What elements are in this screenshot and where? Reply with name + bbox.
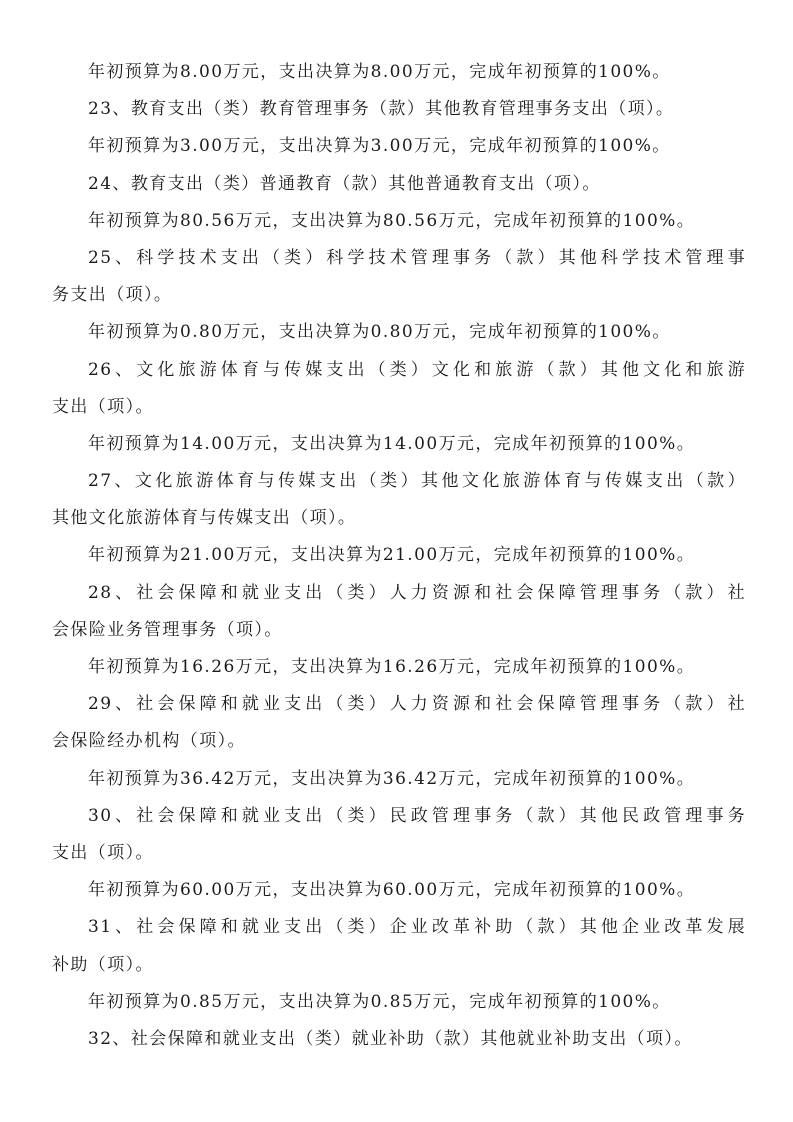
item-heading: 32、社会保障和就业支出（类）就业补助（款）其他就业补助支出（项）。 [88,1028,693,1049]
item-heading-continued: 补助（项）。 [52,954,154,975]
item-heading: 24、教育支出（类）普通教育（款）其他普通教育支出（项）。 [88,173,601,194]
item-heading-continued: 支出（项）。 [52,842,154,863]
item-heading: 30、社会保障和就业支出（类）民政管理事务（款）其他民政管理事务 [88,805,746,826]
item-heading-continued: 其他文化旅游体育与传媒支出（项）。 [52,508,357,529]
item-heading: 23、教育支出（类）教育管理事务（款）其他教育管理事务支出（项）。 [88,99,675,120]
budget-line: 年初预算为36.42万元，支出决算为36.42万元，完成年初预算的100%。 [88,768,696,789]
item-heading: 28、社会保障和就业支出（类）人力资源和社会保障管理事务（款）社 [88,582,746,603]
budget-line: 年初预算为3.00万元，支出决算为3.00万元，完成年初预算的100%。 [88,136,671,157]
budget-line: 年初预算为0.80万元，支出决算为0.80万元，完成年初预算的100%。 [88,322,671,343]
budget-line: 年初预算为80.56万元，支出决算为80.56万元，完成年初预算的100%。 [88,210,696,231]
item-heading: 27、文化旅游体育与传媒支出（类）其他文化旅游体育与传媒支出（款） [88,471,746,492]
budget-line: 年初预算为8.00万元，支出决算为8.00万元，完成年初预算的100%。 [88,62,671,82]
item-heading: 31、社会保障和就业支出（类）企业改革补助（款）其他企业改革发展 [88,917,746,938]
budget-line: 年初预算为16.26万元，支出决算为16.26万元，完成年初预算的100%。 [88,657,696,677]
document-body [52,54,746,1058]
budget-line: 年初预算为21.00万元，支出决算为21.00万元，完成年初预算的100%。 [88,545,696,566]
item-heading: 25、科学技术支出（类）科学技术管理事务（款）其他科学技术管理事 [88,247,746,268]
item-heading-continued: 支出（项）。 [52,396,154,417]
item-heading-continued: 务支出（项）。 [52,285,173,306]
budget-line: 年初预算为0.85万元，支出决算为0.85万元，完成年初预算的100%。 [88,991,671,1012]
item-heading: 26、文化旅游体育与传媒支出（类）文化和旅游（款）其他文化和旅游 [88,359,746,380]
budget-line: 年初预算为14.00万元，支出决算为14.00万元，完成年初预算的100%。 [88,433,696,454]
budget-line: 年初预算为60.00万元，支出决算为60.00万元，完成年初预算的100%。 [88,880,696,901]
item-heading: 29、社会保障和就业支出（类）人力资源和社会保障管理事务（款）社 [88,694,746,715]
item-heading-continued: 会保险经办机构（项）。 [52,731,246,752]
item-heading-continued: 会保险业务管理事务（项）。 [52,619,283,640]
